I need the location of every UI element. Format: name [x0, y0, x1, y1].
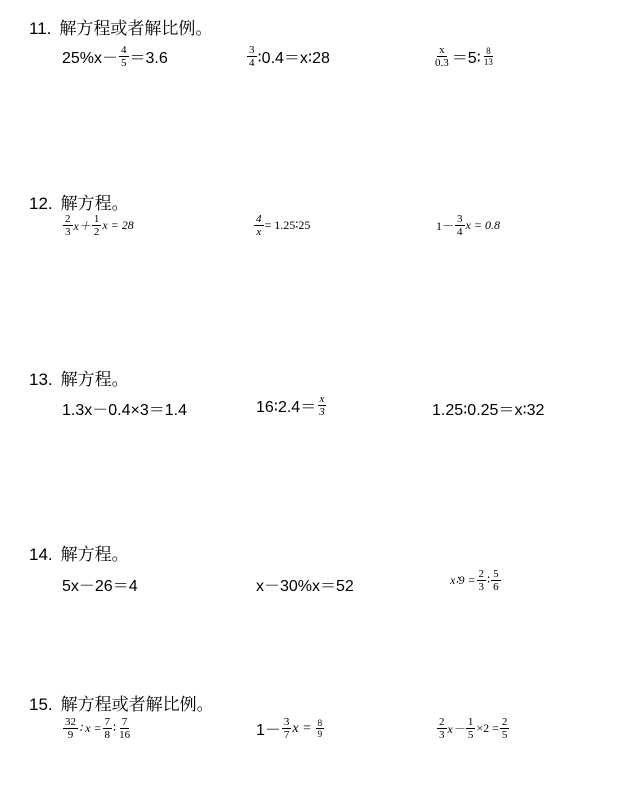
- fraction: $\frac{8}{9}$: [317, 718, 323, 739]
- fraction: $\frac{1}{5}$: [467, 716, 474, 741]
- equation-15-1: $\frac{32}{9}$ ∶ x = $\frac{7}{8}$ ∶ $\frac{7}{16}$: [65, 716, 131, 741]
- fraction: $\frac{3}{7}$: [283, 716, 290, 741]
- fraction: $\frac{2}{3}$: [478, 568, 485, 593]
- equation-15-3: $\frac{2}{3}$ x－ $\frac{1}{5}$ ×2 = $\frac{2}{5}$: [439, 716, 508, 741]
- fraction: $\frac{3}{4}$: [457, 213, 463, 238]
- fraction: $\frac{x}{3}$: [319, 393, 325, 418]
- fraction: $\frac{x}{0.3}$: [435, 44, 449, 69]
- fraction: $\frac{4}{x}$: [256, 213, 262, 238]
- problem-heading: [29, 14, 212, 39]
- problem-title: 解方程。: [60, 194, 129, 213]
- problem-number: 11.: [29, 19, 52, 38]
- equation-13-1: 1.3x－0.4×3＝1.4: [62, 402, 187, 419]
- fraction: $\frac{2}{3}$: [439, 716, 445, 741]
- problem-title: 解方程或者解比例。: [60, 695, 214, 714]
- equation-14-1: 5x－26＝4: [62, 578, 138, 595]
- problem-number: 15.: [29, 695, 53, 714]
- fraction: $\frac{3}{4}$: [249, 44, 255, 69]
- problem-heading: [29, 690, 214, 715]
- equation-13-2: 16∶2.4＝ $\frac{x}{3}$: [256, 393, 325, 418]
- equation-12-3: 1－ $\frac{3}{4}$ x = 0.8: [436, 213, 500, 238]
- problem-number: 14.: [29, 545, 53, 564]
- equation-13-3: 1.25∶0.25＝x∶32: [432, 402, 545, 419]
- problem-number: 13.: [29, 370, 53, 389]
- fraction: $\frac{2}{5}$: [501, 716, 508, 741]
- equation-11-2: $\frac{3}{4}$ ∶0.4＝x∶28: [249, 44, 330, 69]
- problem-number: 12.: [29, 194, 53, 213]
- equation-11-3: $\frac{x}{0.3}$ ＝5∶ $\frac{8}{13}$: [435, 44, 493, 69]
- fraction: $\frac{32}{9}$: [65, 716, 76, 741]
- fraction: $\frac{7}{8}$: [104, 716, 111, 741]
- fraction: $\frac{8}{13}$: [483, 46, 493, 67]
- fraction: $\frac{5}{6}$: [493, 568, 499, 593]
- equation-15-2: 1－ $\frac{3}{7}$ x = $\frac{8}{9}$: [256, 716, 323, 741]
- fraction: $\frac{1}{2}$: [93, 213, 100, 238]
- equation-12-1: $\frac{2}{3}$ x＋ $\frac{1}{2}$ x = 28: [65, 213, 134, 238]
- fraction: $\frac{2}{3}$: [65, 213, 71, 238]
- equation-14-3: x∶9 = $\frac{2}{3}$ ∶ $\frac{5}{6}$: [450, 568, 499, 593]
- problem-heading: [29, 189, 129, 214]
- fraction: $\frac{4}{5}$: [121, 44, 127, 69]
- problem-heading: [29, 540, 129, 565]
- equation-11-1: 25%x－ $\frac{4}{5}$ ＝3.6: [62, 44, 168, 69]
- equation-14-2: x－30%x＝52: [256, 578, 354, 595]
- fraction: $\frac{7}{16}$: [119, 716, 131, 741]
- problem-title: 解方程。: [60, 545, 129, 564]
- problem-title: 解方程。: [60, 370, 129, 389]
- problem-heading: [29, 365, 129, 390]
- problem-title: 解方程或者解比例。: [59, 19, 213, 38]
- equation-12-2: $\frac{4}{x}$ = 1.25∶25: [256, 213, 311, 238]
